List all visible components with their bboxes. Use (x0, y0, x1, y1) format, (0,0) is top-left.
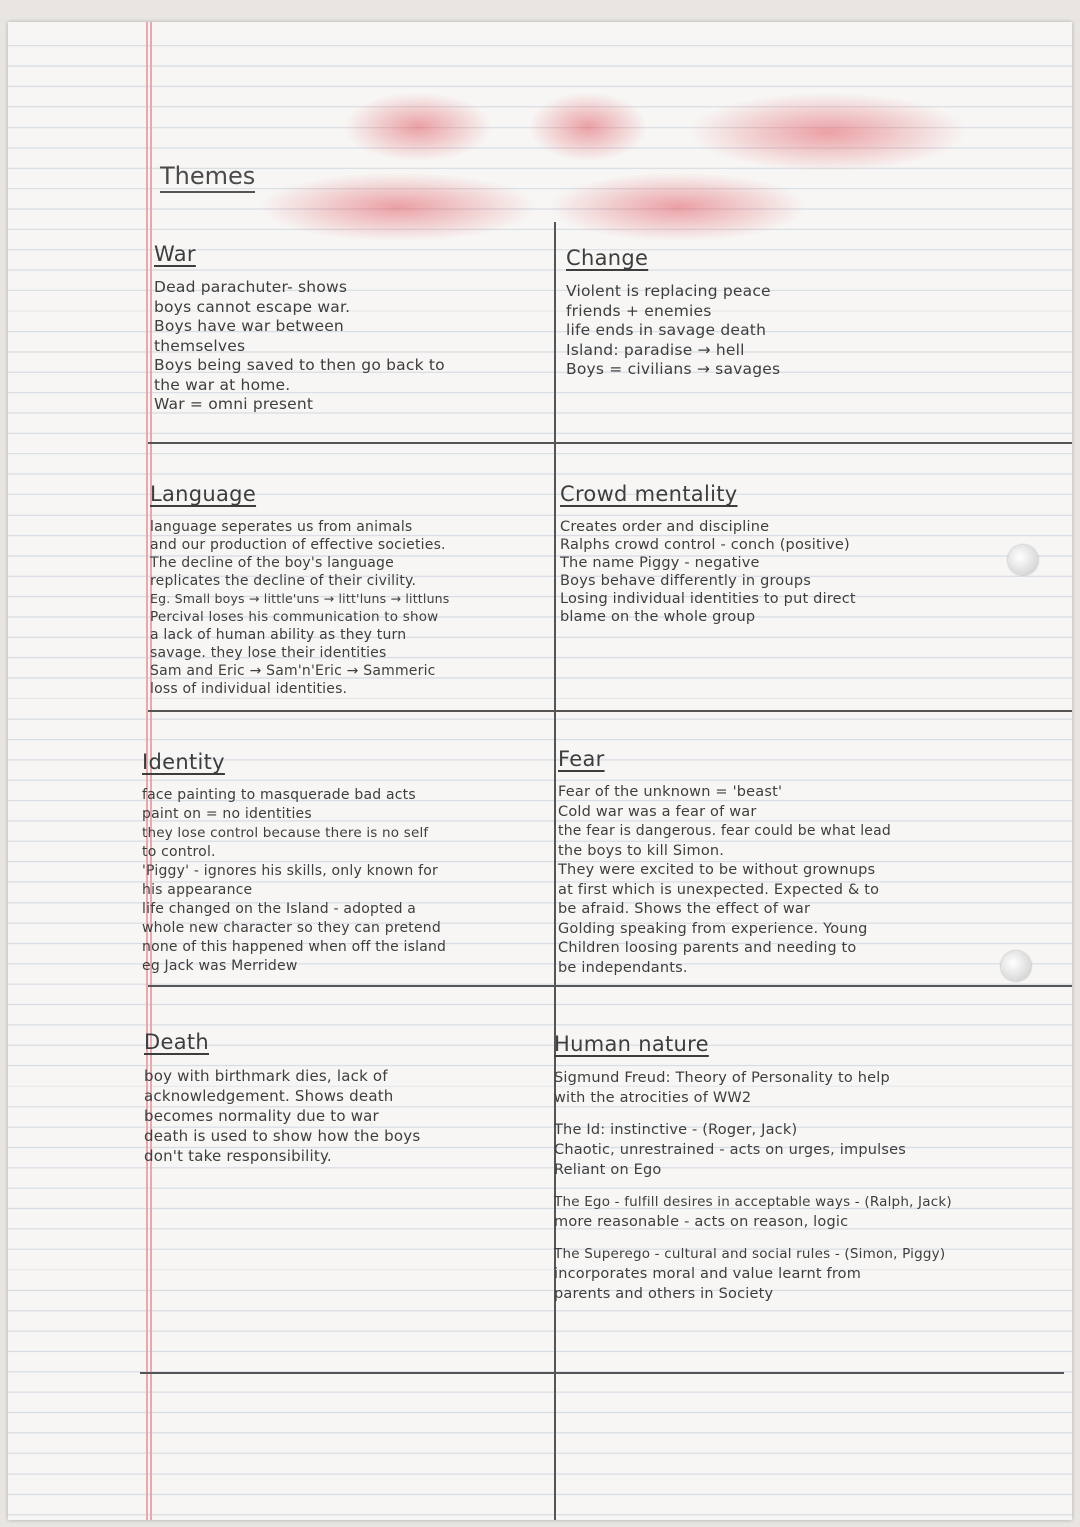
section-war (154, 242, 445, 415)
note-line: They were excited to be without grownups (558, 862, 876, 878)
note-line: Island: paradise → hell (566, 340, 745, 359)
note-line: boy with birthmark dies, lack of (144, 1067, 388, 1085)
note-line: Cold war was a fear of war (558, 803, 757, 820)
punch-hole-icon (1008, 545, 1038, 575)
section-heading: Identity (142, 750, 225, 774)
note-line: whole new character so they can pretend (142, 920, 441, 936)
ink-smudge (528, 92, 648, 162)
note-line: Sam and Eric → Sam'n'Eric → Sammeric (150, 663, 436, 679)
section-fear (558, 747, 891, 978)
note-line: they lose control because there is no self (142, 825, 429, 841)
section-notes (154, 278, 445, 415)
note-line: none of this happened when off the island (142, 939, 447, 955)
note-line: incorporates moral and value learnt from (554, 1266, 862, 1282)
note-line: loss of individual identities. (150, 681, 348, 697)
note-line: blame on the whole group (560, 609, 756, 625)
section-human-nature (554, 1032, 952, 1304)
note-line: Boys being saved to then go back to (154, 356, 445, 374)
note-line: face painting to masquerade bad acts (142, 787, 416, 803)
section-heading: Change (566, 246, 649, 270)
section-identity (142, 750, 446, 976)
note-line: Sigmund Freud: Theory of Personality to help (554, 1070, 890, 1086)
section-heading: Crowd mentality (560, 482, 738, 506)
section-notes (566, 282, 780, 380)
punch-hole-icon (1001, 951, 1031, 981)
ink-smudge (548, 172, 808, 242)
note-line: 'Piggy' - ignores his skills, only known for (142, 863, 438, 879)
section-death (144, 1030, 420, 1166)
note-line: and our production of effective societies. (150, 537, 446, 553)
note-line: Creates order and discipline (560, 519, 770, 535)
note-line: death is used to show how the boys (144, 1127, 421, 1145)
note-line: becomes normality due to war (144, 1107, 379, 1125)
note-line: parents and others in Society (554, 1286, 774, 1302)
note-line: Violent is replacing peace (566, 282, 771, 300)
section-heading: War (154, 242, 196, 266)
section-notes (142, 786, 446, 976)
page-title: Themes (160, 162, 255, 193)
column-divider (554, 222, 556, 1520)
note-line: with the atrocities of WW2 (554, 1090, 752, 1106)
row-divider (148, 985, 1072, 987)
notebook-page (8, 22, 1072, 1520)
row-divider (148, 442, 1072, 444)
note-line: language seperates us from animals (150, 519, 413, 535)
note-line: life ends in savage death (566, 321, 767, 339)
note-line: replicates the decline of their civility. (150, 573, 417, 589)
note-line: War = omni present (154, 395, 314, 413)
note-line: Boys have war between (154, 317, 344, 335)
note-line: The name Piggy - negative (560, 555, 760, 571)
note-line: his appearance (142, 882, 253, 898)
ink-smudge (688, 92, 968, 172)
note-line: Percival loses his communication to show (150, 609, 439, 625)
note-line: boys cannot escape war. (154, 297, 351, 316)
note-line: be independants. (558, 959, 688, 976)
note-line: Dead parachuter- shows (154, 278, 348, 296)
note-line: The Ego - fulfill desires in acceptable ways - (Ralph, Jack) (554, 1194, 952, 1210)
note-line: a lack of human ability as they turn (150, 627, 407, 643)
section-change (566, 246, 780, 380)
note-line: friends + enemies (566, 301, 712, 320)
section-heading: Death (144, 1030, 210, 1054)
note-line: The decline of the boy's language (150, 555, 394, 571)
note-line: Chaotic, unrestrained - acts on urges, impulses (554, 1142, 906, 1158)
note-line: The Id: instinctive - (Roger, Jack) (554, 1122, 798, 1138)
note-line: at first which is unexpected. Expected & to (558, 881, 880, 898)
note-line: the war at home. (154, 375, 291, 394)
note-line: Ralphs crowd control - conch (positive) (560, 537, 850, 553)
note-line: Golding speaking from experience. Young (558, 920, 868, 937)
section-heading: Human nature (554, 1032, 709, 1056)
section-crowd-mentality (560, 482, 856, 626)
note-line: paint on = no identities (142, 806, 312, 822)
note-line: Reliant on Ego (554, 1162, 662, 1178)
section-notes (554, 1068, 952, 1304)
note-line: Children loosing parents and needing to (558, 940, 857, 956)
note-line: the boys to kill Simon. (558, 842, 725, 859)
row-divider (148, 710, 1072, 712)
note-line: be afraid. Shows the effect of war (558, 901, 811, 917)
note-line: Losing individual identities to put direct (560, 591, 856, 607)
note-line: The Superego - cultural and social rules - (Simon, Piggy) (554, 1246, 946, 1262)
row-divider (140, 1372, 1064, 1374)
note-line: don't take responsibility. (144, 1147, 332, 1165)
note-line: Boys = civilians → savages (566, 360, 781, 378)
note-line: Eg. Small boys → little'uns → litt'luns → littluns (150, 591, 450, 606)
section-notes (560, 518, 856, 626)
note-line: Fear of the unknown = 'beast' (558, 784, 783, 800)
note-line: eg Jack was Merridew (142, 958, 298, 974)
note-line: life changed on the Island - adopted a (142, 901, 417, 917)
ink-smudge (343, 92, 493, 162)
note-line: the fear is dangerous. fear could be what lead (558, 823, 891, 839)
note-line: to control. (142, 844, 216, 860)
section-heading: Fear (558, 747, 605, 771)
section-heading: Language (150, 482, 257, 506)
ink-smudge (258, 172, 538, 242)
section-notes (558, 783, 891, 978)
note-line: more reasonable - acts on reason, logic (554, 1214, 849, 1230)
section-language (150, 482, 450, 698)
note-line: Boys behave differently in groups (560, 573, 811, 589)
section-notes (144, 1066, 420, 1166)
note-line: savage. they lose their identities (150, 645, 387, 661)
note-line: themselves (154, 336, 246, 355)
note-line: acknowledgement. Shows death (144, 1087, 394, 1105)
section-notes (150, 518, 450, 698)
